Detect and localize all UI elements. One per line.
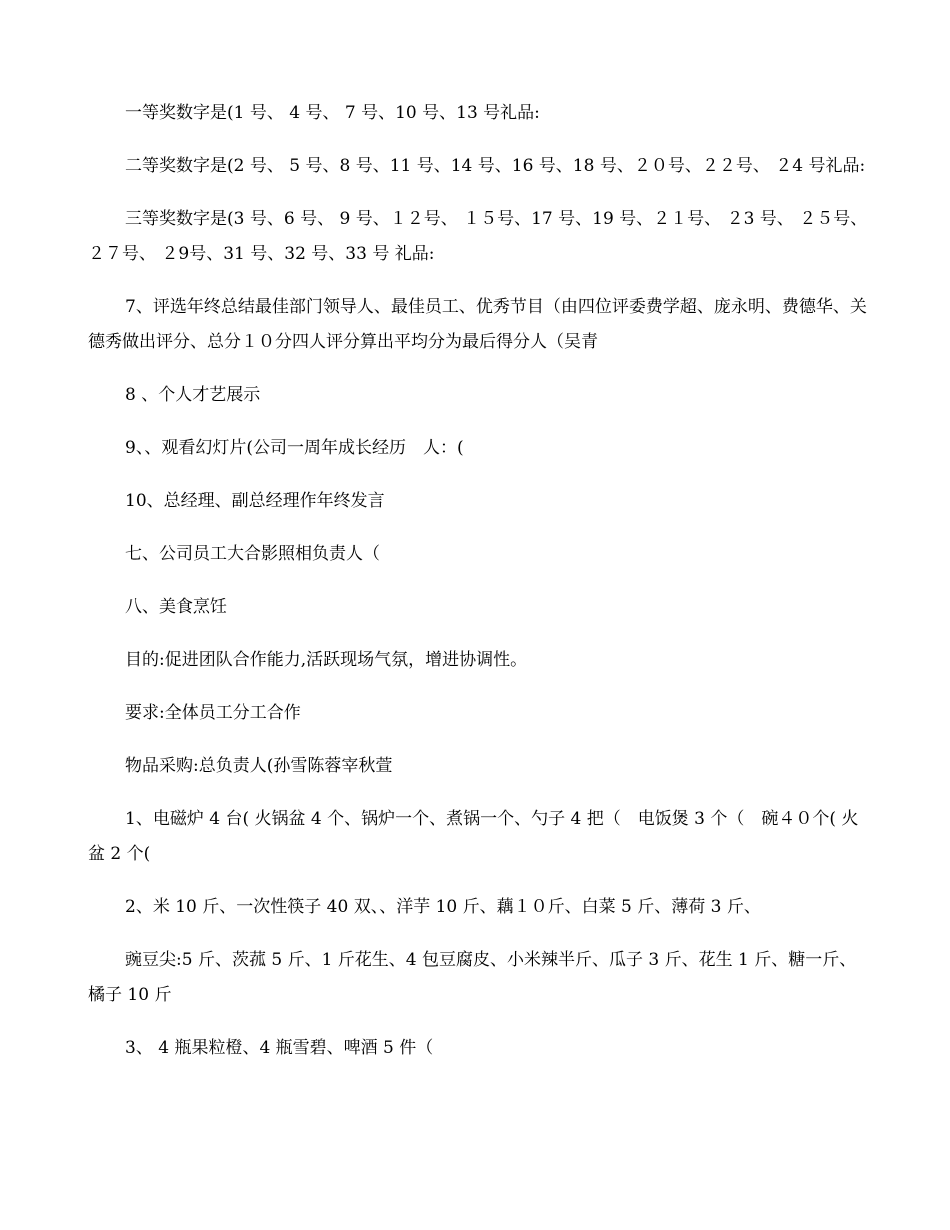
purchasing-lead: 物品采购:总负责人(孙雪陈蓉宰秋萱 (125, 756, 393, 776)
talent-show-item: 8 、个人才艺展示 (125, 385, 261, 405)
cooking-requirement: 要求:全体员工分工合作 (125, 703, 301, 723)
slideshow-item: 9、、观看幻灯片(公司一周年成长经历 人：( (125, 438, 464, 458)
manager-speech-item: 10、总经理、副总经理作年终发言 (125, 491, 385, 511)
year-end-awards-paragraph: 7、评选年终总结最佳部门领导人、最佳员工、优秀节目（由四位评委费学超、庞永明、费德华、关德秀做出评分、总分１０分四人评分算出平均分为最后得分人（吴青 (88, 297, 867, 352)
ingredients-list-item: 2、米 10 斤、一次性筷子 40 双、、洋芋 10 斤、藕１０斤、白菜 5 斤、薄荷 3 斤、 (125, 897, 761, 917)
first-prize-numbers-paragraph: 一等奖数字是(1 号、 4 号、 7 号、10 号、13 号礼品: (125, 103, 540, 123)
cooking-section-heading: 八、美食烹饪 (125, 597, 227, 617)
group-photo-heading: 七、公司员工大合影照相负责人（ (125, 544, 380, 564)
cooking-purpose: 目的:促进团队合作能力,活跃现场气氛，增进协调性。 (125, 650, 528, 670)
drinks-list-item: 3、 4 瓶果粒橙、4 瓶雪碧、啤酒 5 件（ (125, 1038, 434, 1058)
second-prize-numbers-paragraph: 二等奖数字是(2 号、 5 号、8 号、11 号、14 号、16 号、18 号、２０号、２２号、 ２4 号礼品: (125, 156, 866, 176)
document-body (88, 96, 870, 1084)
third-prize-numbers-paragraph: 三等奖数字是(3 号、6 号、 9 号、１２号、 １５号、17 号、19 号、２１号、 ２3 号、 ２５号、 ２７号、 ２9号、31 号、32 号、33 号 礼品: (88, 209, 868, 264)
ingredients-continued-item: 豌豆尖:5 斤、茨菰 5 斤、1 斤花生、4 包豆腐皮、小米辣半斤、瓜子 3 斤、花生 1 斤、糖一斤、橘子 10 斤 (88, 950, 857, 1005)
equipment-list-item: 1、电磁炉 4 台( 火锅盆 4 个、锅炉一个、煮锅一个、勺子 4 把（ 电饭煲 3 个（ 碗４０个( 火盆 2 个( (88, 809, 859, 864)
